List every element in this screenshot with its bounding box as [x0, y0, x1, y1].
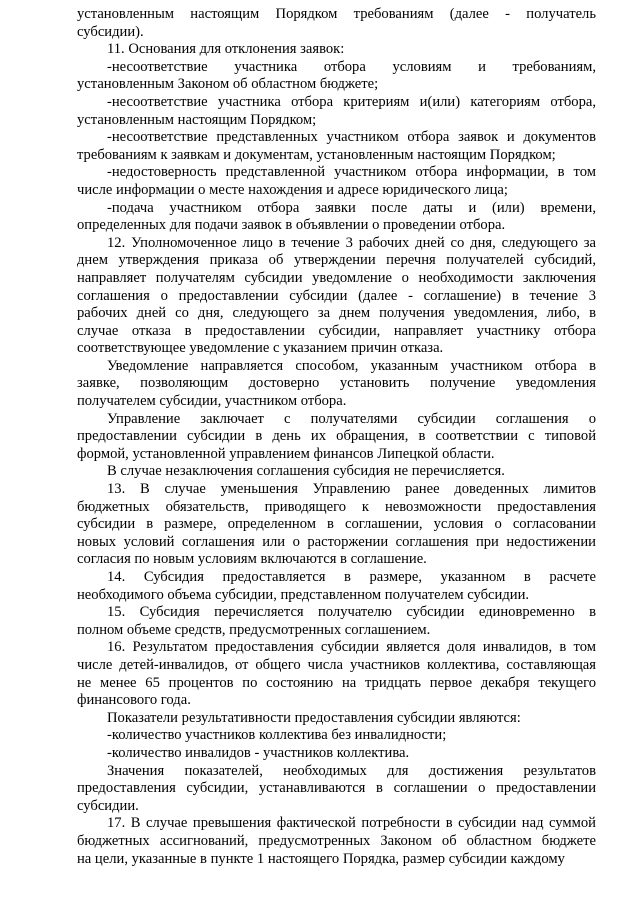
paragraph — [77, 164, 596, 199]
paragraph — [77, 710, 596, 728]
paragraph — [77, 59, 596, 94]
text-line: не менее 65 процентов по состоянию на тридцать первое декабря текущего — [77, 674, 596, 691]
paragraph — [77, 6, 596, 41]
paragraph — [77, 727, 596, 745]
text-line: новых условий соглашения или о расторжении соглашения при недостижении — [77, 533, 596, 550]
text-line: 17. В случае превышения фактической потребности в субсидии над суммой — [107, 815, 596, 832]
text-line: определенных для подачи заявок в объявлении о проведении отбора. — [77, 217, 506, 234]
paragraph — [77, 604, 596, 639]
text-line: бюджетных ассигнований, предусмотренных Законом об областном бюджете — [77, 832, 596, 849]
text-line: 11. Основания для отклонения заявок: — [107, 41, 345, 58]
text-line: случае отказа в предоставлении субсидии, направляет участнику отбора — [77, 322, 596, 339]
paragraph — [77, 639, 596, 709]
paragraph — [77, 41, 596, 59]
text-line: бюджетных обязательств, приводящего к невозможности предоставления — [77, 498, 596, 515]
text-line: установленным Законом об областном бюджете; — [77, 76, 379, 93]
text-line: 13. В случае уменьшения Управлению ранее доведенных лимитов — [107, 481, 596, 498]
paragraph — [77, 569, 596, 604]
text-line: 15. Субсидия перечисляется получателю субсидии единовременно в — [107, 604, 596, 621]
text-line: предоставлении субсидии в день их обращения, в соответствии с типовой — [77, 428, 596, 445]
text-line: -количество участников коллектива без инвалидности; — [107, 727, 447, 744]
text-line: необходимого объема субсидии, представленном получателем субсидии. — [77, 586, 530, 603]
text-line: -подача участником отбора заявки после даты и (или) времени, — [107, 199, 596, 216]
text-line: предоставления субсидии, устанавливаются в соглашении о предоставлении — [77, 780, 596, 797]
text-line: -несоответствие представленных участником отбора заявок и документов — [107, 129, 596, 146]
paragraph — [77, 358, 596, 411]
text-line: соглашения о предоставлении субсидии (далее - соглашение) в течение 3 — [77, 287, 596, 304]
text-line: Показатели результативности предоставления субсидии являются: — [107, 709, 521, 726]
text-line: -недостоверность представленной участником отбора информации, в том — [107, 164, 596, 181]
text-line: на цели, указанные в пункте 1 настоящего Порядка, размер субсидии каждому — [77, 850, 565, 867]
paragraph — [77, 235, 596, 358]
text-line: направляет получателям субсидии уведомление о необходимости заключения — [77, 269, 596, 286]
paragraph — [77, 200, 596, 235]
paragraph — [77, 481, 596, 569]
paragraph — [77, 745, 596, 763]
text-line: Уведомление направляется способом, указанным участником отбора в — [107, 357, 596, 374]
text-line: числе детей-инвалидов, от общего числа участников коллектива, составляющая — [77, 656, 596, 673]
text-line: получателем субсидии, участником отбора. — [77, 393, 347, 410]
text-line: заявке, позволяющим достоверно установить получение уведомления — [77, 375, 596, 392]
paragraph — [77, 129, 596, 164]
paragraph — [77, 815, 596, 868]
text-line: -несоответствие участника отбора условиям и требованиям, — [107, 58, 596, 75]
text-line: днем утверждения приказа об утверждении перечня получателей субсидий, — [77, 252, 596, 269]
text-line: субсидии). — [77, 23, 144, 40]
text-line: Управление заключает с получателями субсидии соглашения о — [107, 410, 596, 427]
text-line: 16. Результатом предоставления субсидии является доля инвалидов, в том — [107, 639, 596, 656]
text-line: субсидии в размере, определенном в соглашении, условия о согласовании — [77, 516, 596, 533]
paragraph — [77, 763, 596, 816]
text-line: -несоответствие участника отбора критериям и(или) категориям отбора, — [107, 93, 596, 110]
text-line: -количество инвалидов - участников коллектива. — [107, 744, 410, 761]
text-line: финансового года. — [77, 692, 191, 709]
paragraph — [77, 411, 596, 464]
text-line: В случае незаключения соглашения субсидия не перечисляется. — [107, 463, 505, 480]
text-line: установленным настоящим Порядком требованиям (далее - получатель — [77, 6, 596, 22]
text-line: полном объеме средств, предусмотренных соглашением. — [77, 621, 431, 638]
paragraph — [77, 94, 596, 129]
paragraph — [77, 463, 596, 481]
text-line: согласия по новым условиям включаются в соглашение. — [77, 551, 427, 568]
text-line: Значения показателей, необходимых для достижения результатов — [107, 762, 596, 779]
text-line: установленным настоящим Порядком; — [77, 111, 317, 128]
text-line: числе информации о месте нахождения и адресе юридического лица; — [77, 181, 508, 198]
text-line: 14. Субсидия предоставляется в размере, указанном в расчете — [107, 569, 596, 585]
text-line: формой, установленной управлением финансов Липецкой области. — [77, 445, 495, 462]
text-line: рабочих дней со дня, следующего за днем получения уведомления, либо, в — [77, 305, 596, 322]
text-line: 12. Уполномоченное лицо в течение 3 рабочих дней со дня, следующего за — [107, 234, 596, 251]
text-line: субсидии. — [77, 797, 139, 814]
text-line: требованиям к заявкам и документам, установленным настоящим Порядком; — [77, 146, 556, 163]
text-line: соответствующее уведомление с указанием причин отказа. — [77, 340, 444, 357]
